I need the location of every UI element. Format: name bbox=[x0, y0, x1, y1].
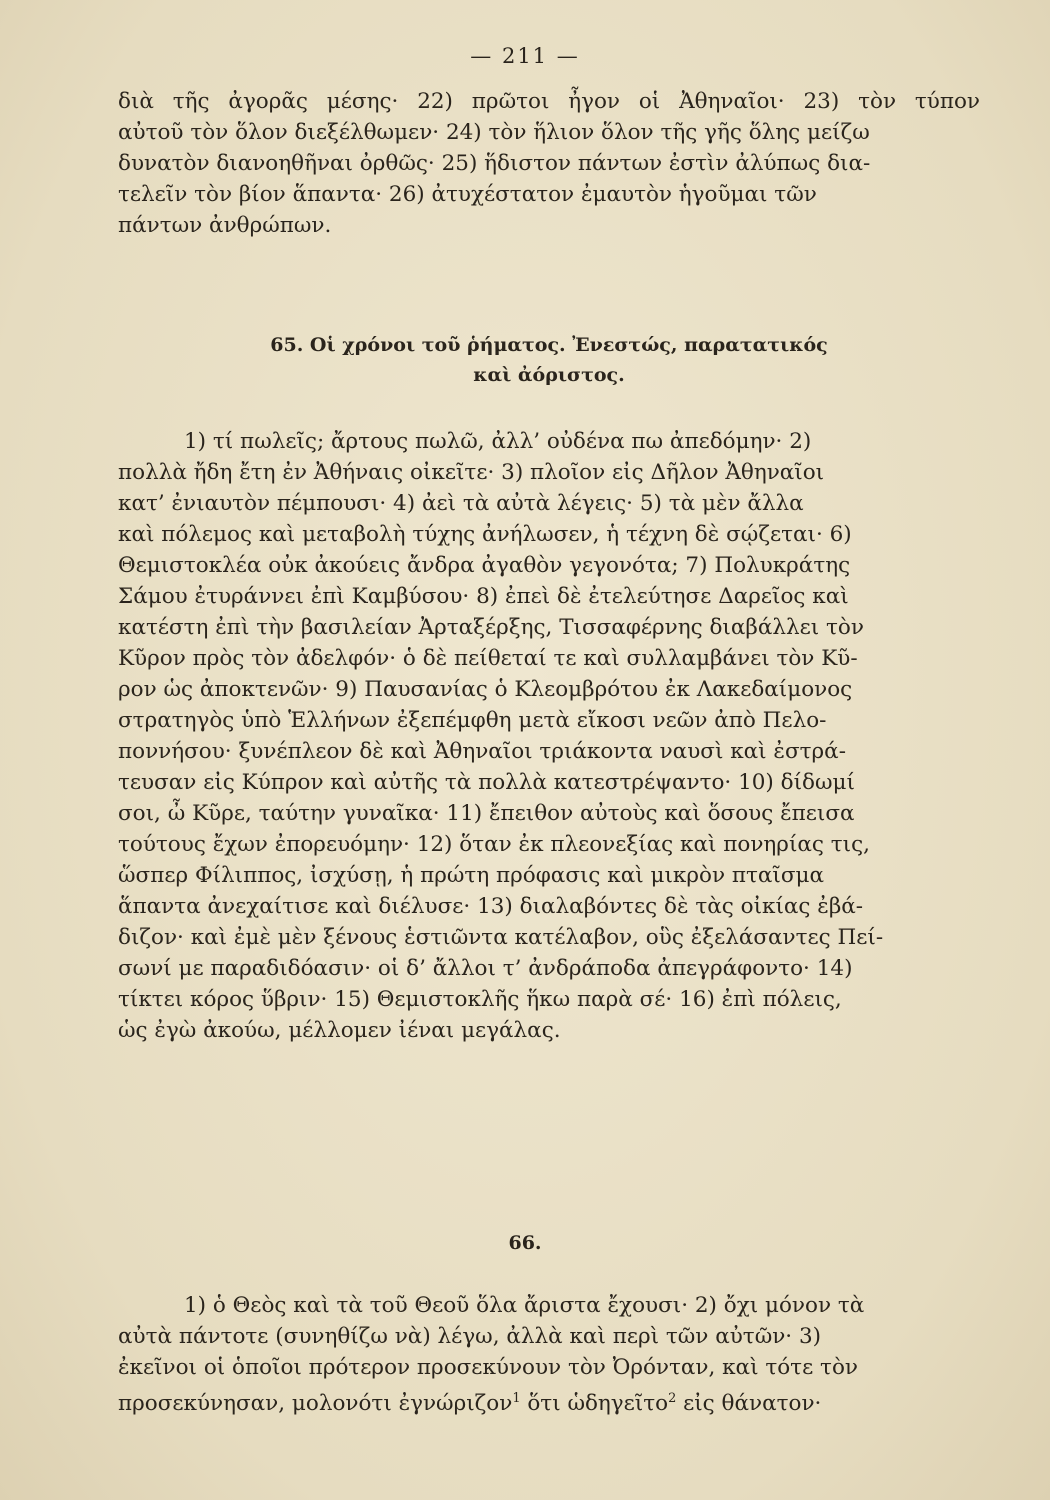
text-line: τελεῖν τὸν βίον ἅπαντα· 26) ἀτυχέστατον ἐμαυτὸν ἡγοῦμαι τῶν bbox=[118, 182, 817, 207]
section-65-heading bbox=[118, 330, 980, 390]
section-66-exercises bbox=[118, 1290, 980, 1419]
text-line: Σάμου ἐτυράννει ἐπὶ Καμβύσου· 8) ἐπεὶ δὲ ἐτελεύτησε Δαρεῖος καὶ bbox=[118, 584, 849, 609]
text-line: τίκτει κόρος ὕβριν· 15) Θεμιστοκλῆς ἥκω παρὰ σέ· 16) ἐπὶ πόλεις, bbox=[118, 987, 842, 1012]
text-line: πολλὰ ἤδη ἔτη ἐν Ἀθήναις οἰκεῖτε· 3) πλοῖον εἰς Δῆλον Ἀθηναῖοι bbox=[118, 460, 825, 485]
text-line: ἐκεῖνοι οἱ ὁποῖοι πρότερον προσεκύνουν τὸν Ὀρόνταν, καὶ τότε τὸν bbox=[118, 1355, 858, 1380]
text-line: διζον· καὶ ἐμὲ μὲν ξένους ἑστιῶντα κατέλαβον, οὓς ἐξελάσαντες Πεί- bbox=[118, 925, 884, 950]
text-line: σοι, ὦ Κῦρε, ταύτην γυναῖκα· 11) ἔπειθον αὐτοὺς καὶ ὅσους ἔπεισα bbox=[118, 801, 855, 826]
text-line: Θεμιστοκλέα οὐκ ἀκούεις ἄνδρα ἀγαθὸν γεγονότα; 7) Πολυκράτης bbox=[118, 553, 851, 578]
text-line: ρον ὡς ἀποκτενῶν· 9) Παυσανίας ὁ Κλεομβρότου ἐκ Λακεδαίμονος bbox=[118, 677, 853, 702]
section-65-exercises bbox=[118, 426, 980, 1046]
text-line: τούτους ἔχων ἐπορευόμην· 12) ὅταν ἐκ πλεονεξίας καὶ πονηρίας τις, bbox=[118, 832, 870, 857]
page-number: — 211 — bbox=[470, 44, 580, 68]
text-line: στρατηγὸς ὑπὸ Ἑλλήνων ἐξεπέμφθη μετὰ εἴκοσι νεῶν ἀπὸ Πελο- bbox=[118, 708, 827, 733]
text-line: ἅπαντα ἀνεχαίτισε καὶ διέλυσε· 13) διαλαβόντες δὲ τὰς οἰκίας ἐβά- bbox=[118, 894, 864, 919]
footnote-marker[interactable]: 2 bbox=[668, 1391, 677, 1406]
text-line: 1) τί πωλεῖς; ἄρτους πωλῶ, ἀλλ’ οὐδένα πω ἀπεδόμην· 2) bbox=[184, 429, 812, 454]
text-line: πάντων ἀνθρώπων. bbox=[118, 213, 332, 238]
text-line: ὥσπερ Φίλιππος, ἰσχύσῃ, ἡ πρώτη πρόφασις καὶ μικρὸν πταῖσμα bbox=[118, 863, 824, 888]
text-line: διὰ τῆς ἀγορᾶς μέσης· 22) πρῶτοι ἦγον οἱ Ἀθηναῖοι· 23) τὸν τύπον bbox=[118, 89, 980, 114]
text-line: αὐτοῦ τὸν ὅλον διεξέλθωμεν· 24) τὸν ἥλιον ὅλον τῆς γῆς ὅλης μείζω bbox=[118, 120, 870, 145]
text-line: κατέστη ἐπὶ τὴν βασιλείαν Ἀρταξέρξης, Τισσαφέρνης διαβάλλει τὸν bbox=[118, 615, 864, 640]
text-line: Κῦρον πρὸς τὸν ἀδελφόν· ὁ δὲ πείθεταί τε καὶ συλλαμβάνει τὸν Κῦ- bbox=[118, 646, 858, 671]
text-line: κατ’ ἐνιαυτὸν πέμπουσι· 4) ἀεὶ τὰ αὐτὰ λέγεις· 5) τὰ μὲν ἄλλα bbox=[118, 491, 804, 516]
text-fragment: προσεκύνησαν, μολονότι ἐγνώριζον bbox=[118, 1391, 513, 1417]
text-fragment: ὅτι ὡδηγεῖτο bbox=[520, 1391, 669, 1417]
section-heading-line: 65. Οἱ χρόνοι τοῦ ῥήματος. Ἐνεστώς, παρατατικός bbox=[270, 334, 828, 356]
text-line: 1) ὁ Θεὸς καὶ τὰ τοῦ Θεοῦ ὅλα ἄριστα ἔχουσι· 2) ὄχι μόνον τὰ bbox=[184, 1293, 865, 1318]
text-line-with-footnotes bbox=[118, 1383, 980, 1419]
text-line: ὡς ἐγὼ ἀκούω, μέλλομεν ἰέναι μεγάλας. bbox=[118, 1018, 561, 1043]
section-heading-line: καὶ ἀόριστος. bbox=[473, 364, 625, 386]
text-line: καὶ πόλεμος καὶ μεταβολὴ τύχης ἀνήλωσεν, ἡ τέχνη δὲ σῴζεται· 6) bbox=[118, 522, 852, 547]
text-line: ποννήσου· ξυνέπλεον δὲ καὶ Ἀθηναῖοι τριάκοντα ναυσὶ καὶ ἐστρά- bbox=[118, 739, 846, 764]
text-fragment: εἰς θάνατον· bbox=[676, 1391, 822, 1417]
text-line: τευσαν εἰς Κύπρον καὶ αὐτῆς τὰ πολλὰ κατεστρέψαντο· 10) δίδωμί bbox=[118, 770, 855, 795]
text-line: δυνατὸν διανοηθῆναι ὀρθῶς· 25) ἥδιστον πάντων ἐστὶν ἀλύπως δια- bbox=[118, 151, 871, 176]
intro-paragraph bbox=[118, 86, 980, 241]
footnote-marker[interactable]: 1 bbox=[512, 1391, 521, 1406]
text-line: αὐτὰ πάντοτε (συνηθίζω νὰ) λέγω, ἀλλὰ καὶ περὶ τῶν αὐτῶν· 3) bbox=[118, 1324, 822, 1349]
text-line: σωνί με παραδιδόασιν· οἱ δ’ ἄλλοι τ’ ἀνδράποδα ἀπεγράφοντο· 14) bbox=[118, 956, 853, 981]
section-66-number: 66. bbox=[508, 1232, 542, 1254]
